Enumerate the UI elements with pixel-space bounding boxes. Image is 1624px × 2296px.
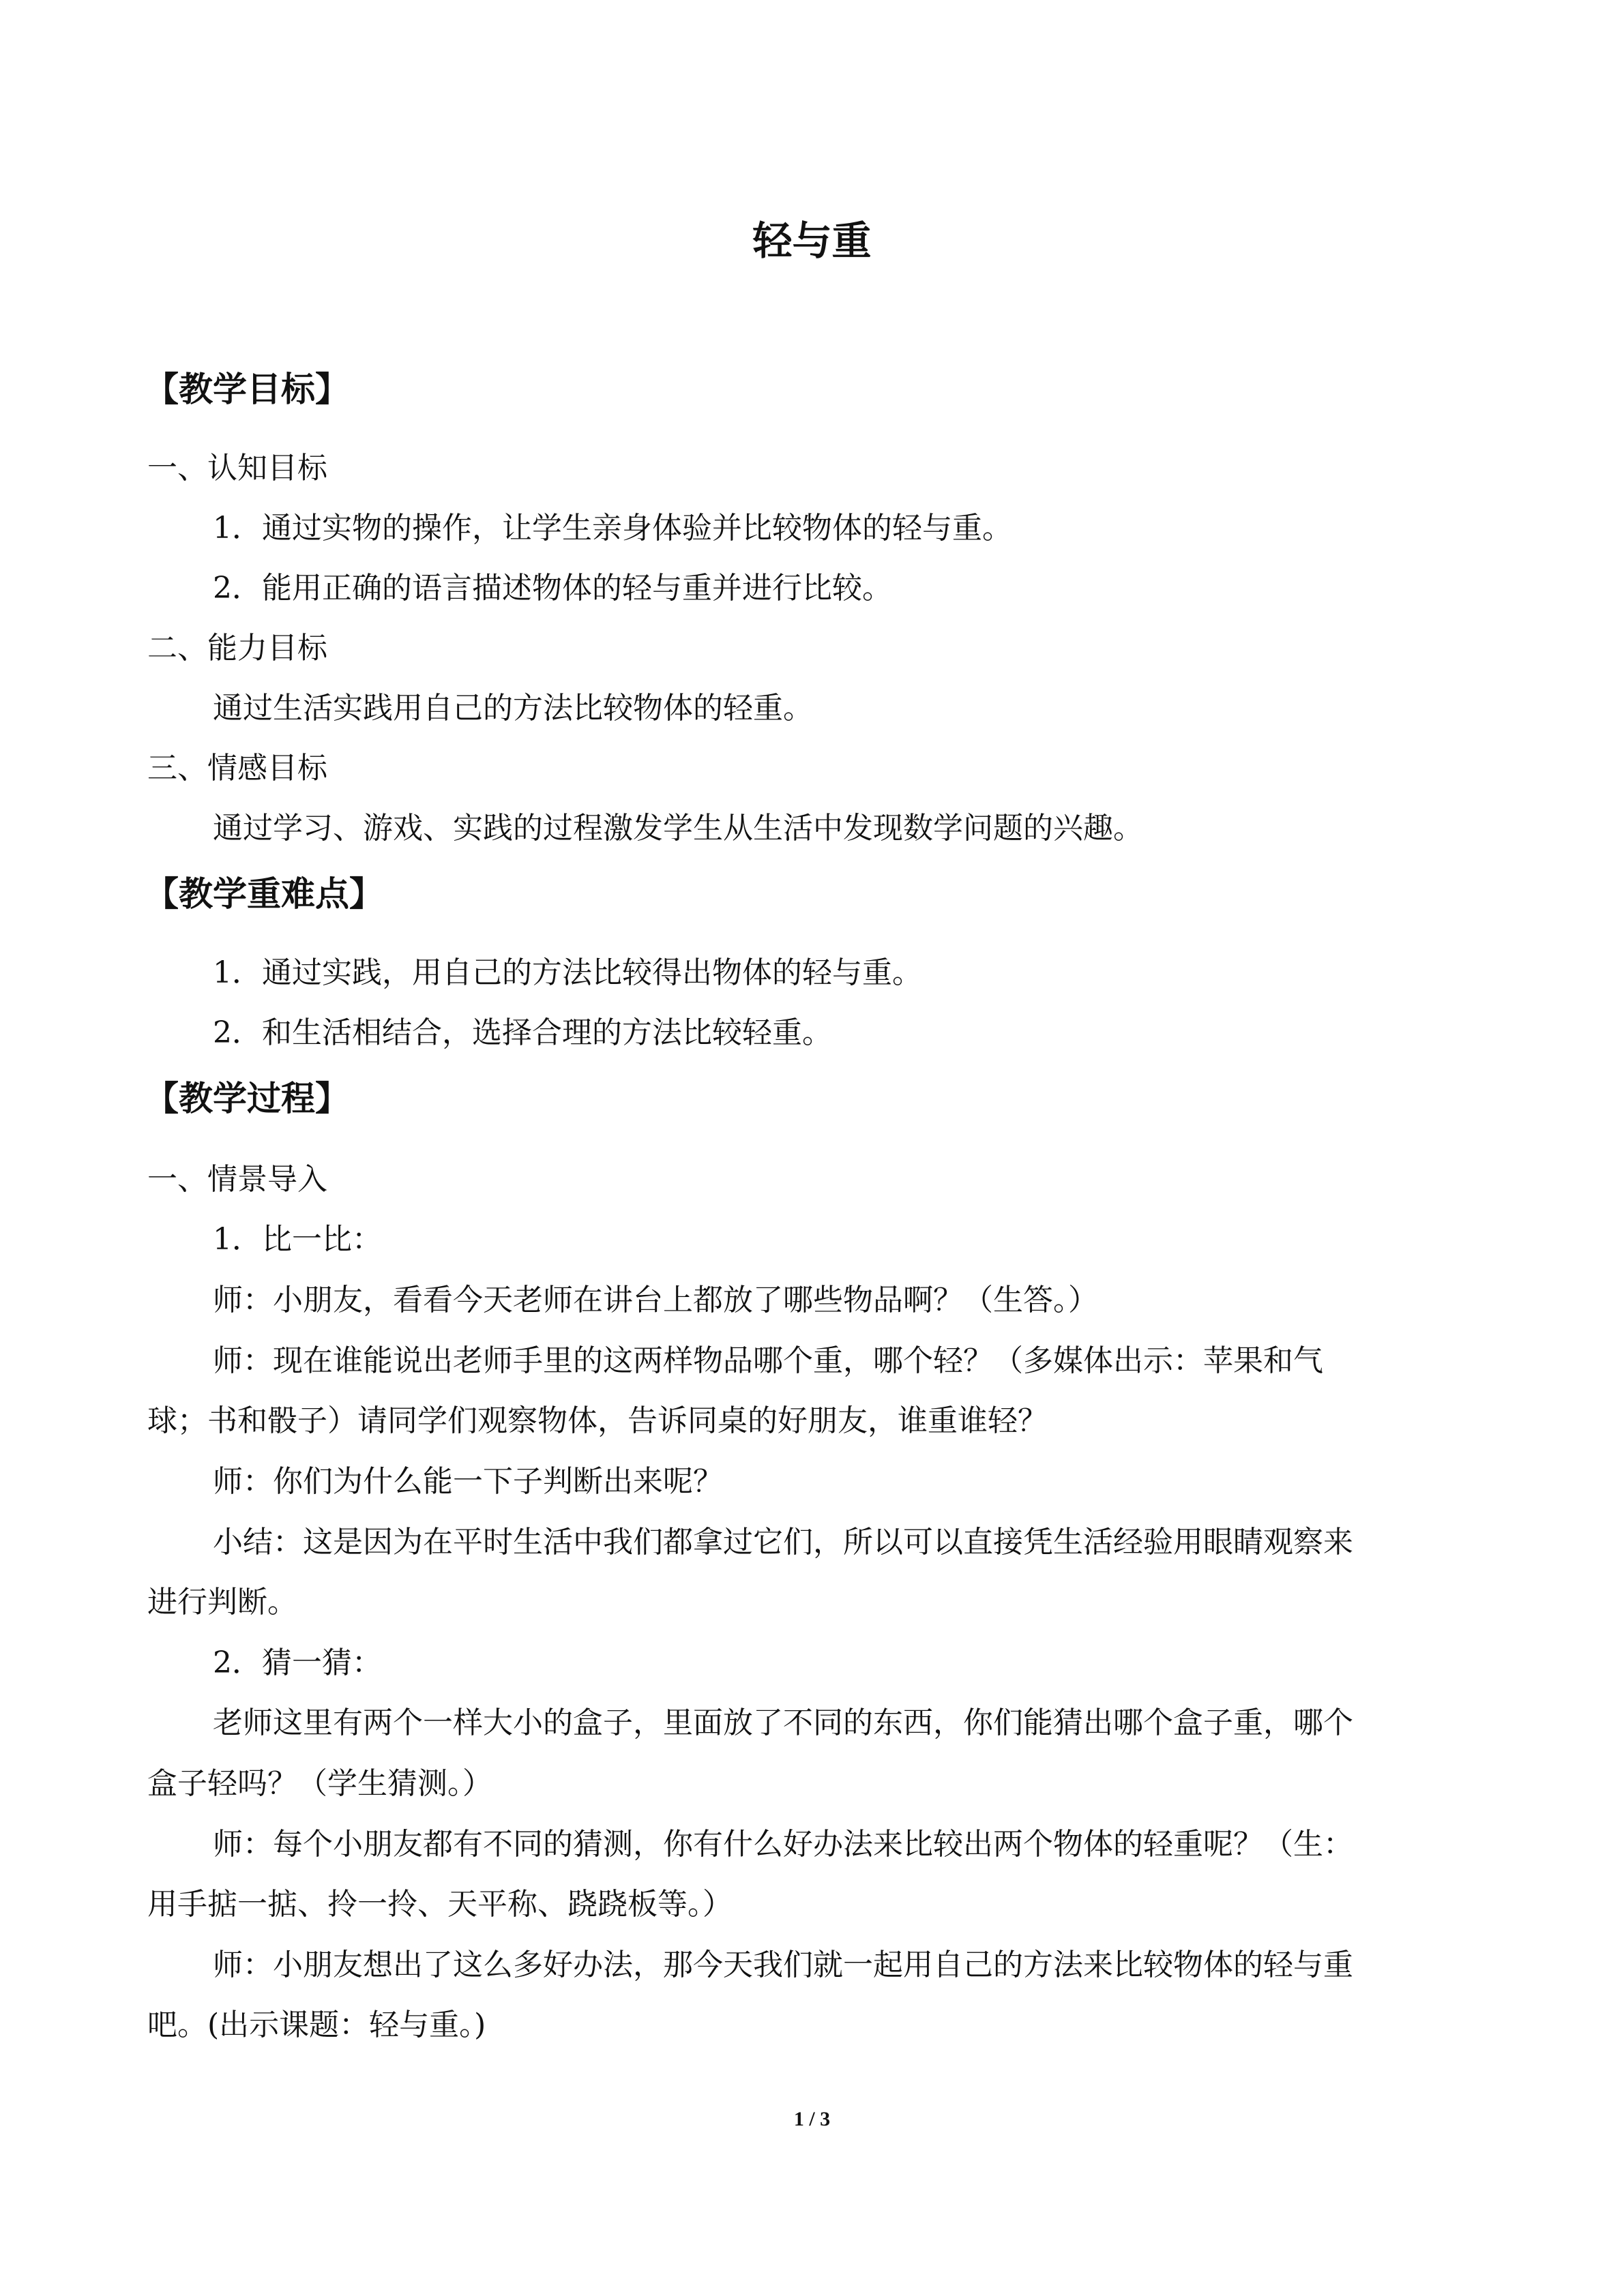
paragraph-line: 师：你们为什么能一下子判断出来呢？ [213, 1464, 723, 1499]
paragraph-line: 师：现在谁能说出老师手里的这两样物品哪个重，哪个轻？（多媒体出示：苹果和气 [213, 1343, 1323, 1378]
section-heading-objectives: 【教学目标】 [145, 370, 349, 409]
paragraph-line: 师：每个小朋友都有不同的猜测，你有什么好办法来比较出两个物体的轻重呢？（生： [213, 1827, 1353, 1862]
paragraph-line: 老师这里有两个一样大小的盒子，里面放了不同的东西，你们能猜出哪个盒子重，哪个 [213, 1705, 1353, 1740]
paragraph-line: 吧。(出示课题：轻与重。) [147, 2008, 486, 2042]
paragraph-line: 1．通过实践，用自己的方法比较得出物体的轻与重。 [213, 955, 922, 990]
paragraph-line: 盒子轻吗？（学生猜测。） [147, 1766, 492, 1801]
paragraph-line: 1．通过实物的操作，让学生亲身体验并比较物体的轻与重。 [213, 511, 1012, 546]
paragraph-line: 2．和生活相结合，选择合理的方法比较轻重。 [213, 1015, 832, 1050]
document-title: 轻与重 [752, 218, 872, 264]
paragraph-line: 小结：这是因为在平时生活中我们都拿过它们，所以可以直接凭生活经验用眼睛观察来 [213, 1525, 1353, 1560]
paragraph-line: 通过学习、游戏、实践的过程激发学生从生活中发现数学问题的兴趣。 [213, 811, 1143, 846]
subheading-cognitive-goals: 一、认知目标 [147, 451, 327, 486]
page-number: 1 / 3 [793, 2108, 831, 2130]
paragraph-line: 通过生活实践用自己的方法比较物体的轻重。 [213, 691, 813, 726]
paragraph-line: 2．猜一猜： [213, 1645, 382, 1680]
paragraph-line: 球；书和骰子）请同学们观察物体，告诉同桌的好朋友，谁重谁轻？ [147, 1403, 1048, 1438]
paragraph-line: 进行判断。 [147, 1585, 297, 1620]
section-heading-process: 【教学过程】 [145, 1079, 349, 1118]
paragraph-line: 师：小朋友想出了这么多好办法，那今天我们就一起用自己的方法来比较物体的轻与重 [213, 1948, 1353, 1982]
paragraph-line: 2．能用正确的语言描述物体的轻与重并进行比较。 [213, 571, 892, 606]
subheading-ability-goals: 二、能力目标 [147, 631, 327, 666]
subheading-scenario-intro: 一、情景导入 [147, 1162, 327, 1197]
paragraph-line: 师：小朋友，看看今天老师在讲台上都放了哪些物品啊？（生答。） [213, 1283, 1098, 1317]
paragraph-line: 1．比一比： [213, 1222, 382, 1257]
section-heading-key-points: 【教学重难点】 [145, 874, 383, 914]
subheading-emotional-goals: 三、情感目标 [147, 751, 327, 786]
paragraph-line: 用手掂一掂、拎一拎、天平称、跷跷板等。） [147, 1887, 733, 1922]
